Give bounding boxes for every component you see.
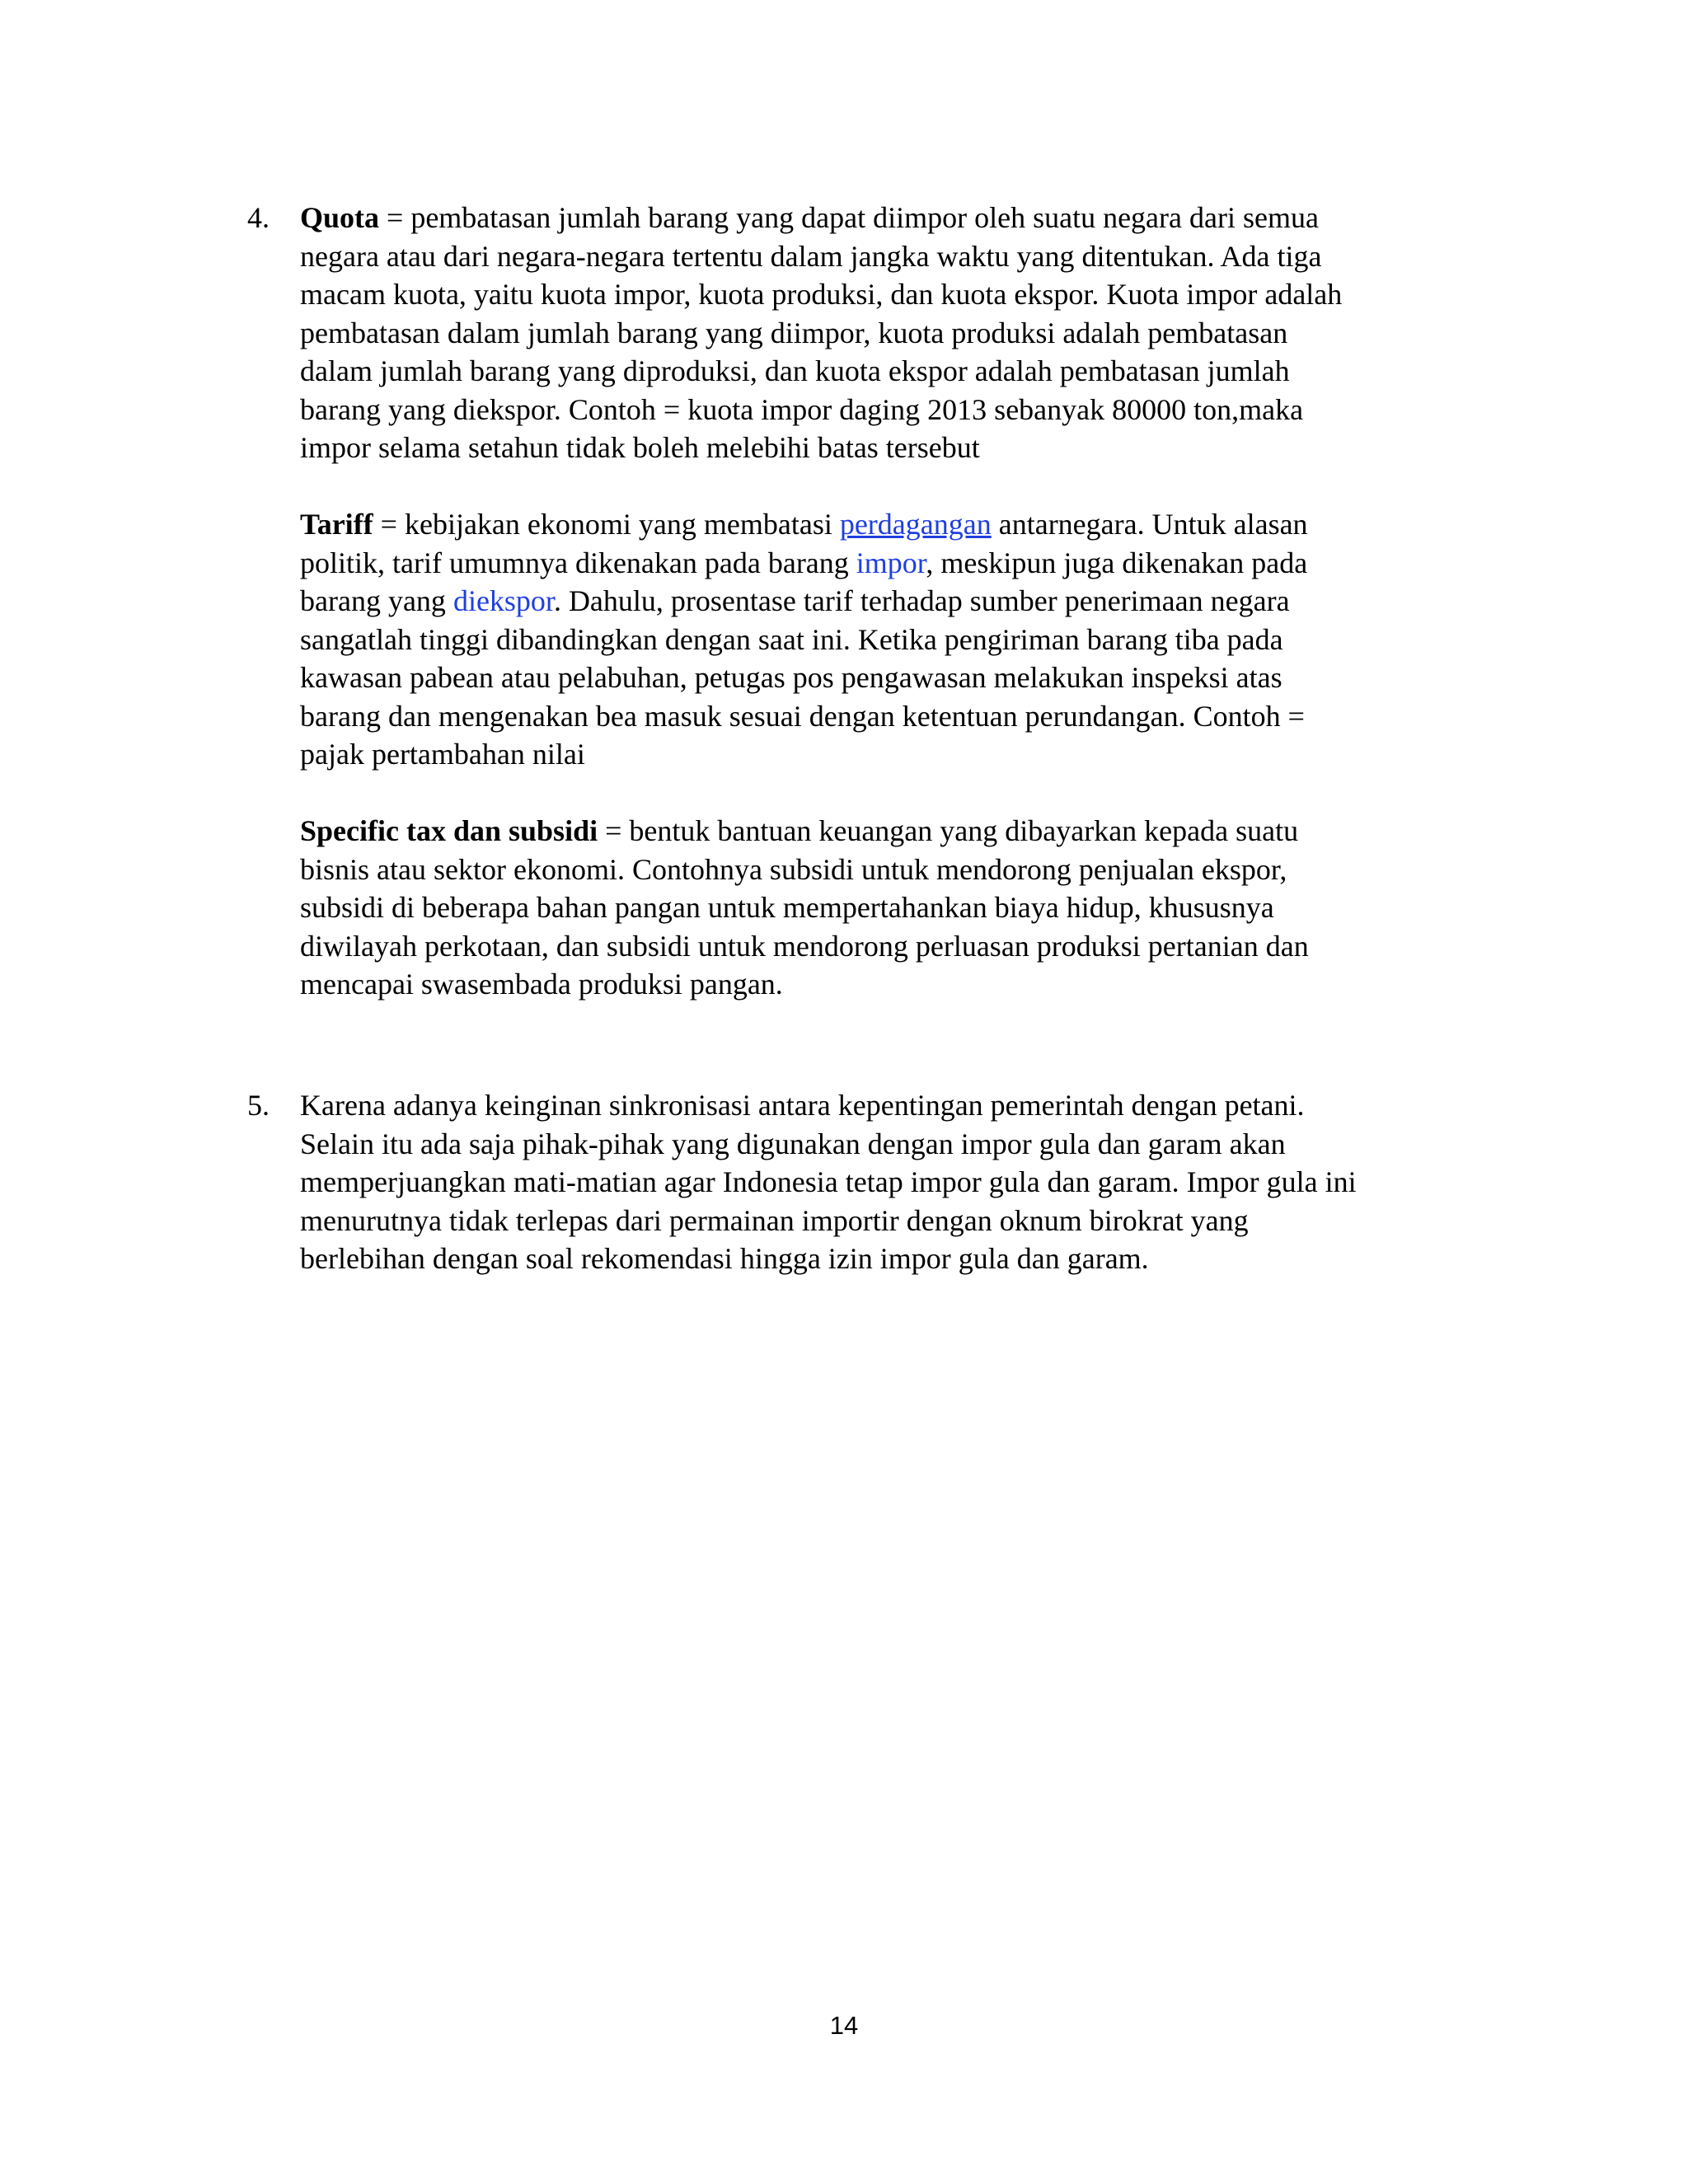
paragraph-line: mencapai swasembada produksi pangan. <box>300 968 783 1001</box>
paragraph-line: bisnis atau sektor ekonomi. Contohnya subsidi untuk mendorong penjualan ekspor, <box>300 852 1287 886</box>
paragraph-item-5 <box>300 1086 1487 1278</box>
paragraph-line: Karena adanya keinginan sinkronisasi antara kepentingan pemerintah dengan petani. <box>300 1089 1305 1122</box>
paragraph-line <box>300 505 1487 544</box>
paragraph-line: impor selama setahun tidak boleh melebihi batas tersebut <box>300 431 980 464</box>
paragraph-line: pembatasan dalam jumlah barang yang diimpor, kuota produksi adalah pembatasan <box>300 316 1288 349</box>
link-impor[interactable]: impor <box>856 546 926 579</box>
paragraph-line: barang yang diekspor. Contoh = kuota impor daging 2013 sebanyak 80000 ton,maka <box>300 392 1304 426</box>
term-specific-tax: Specific tax dan subsidi <box>300 814 598 847</box>
term-quota: Quota <box>300 201 380 234</box>
list-item-body <box>300 199 1487 1004</box>
text-run: barang yang <box>300 584 453 617</box>
paragraph-quota <box>300 199 1487 467</box>
paragraph-line <box>300 544 1487 583</box>
term-tariff: Tariff <box>300 508 373 541</box>
page-number: 14 <box>829 2011 859 2040</box>
list-item-body <box>300 1086 1487 1278</box>
link-diekspor[interactable]: diekspor <box>452 584 554 617</box>
text-run: . Dahulu, prosentase tarif terhadap sumber penerimaan negara <box>553 584 1290 617</box>
paragraph-spacer <box>300 774 1487 813</box>
paragraph-line: macam kuota, yaitu kuota impor, kuota produksi, dan kuota ekspor. Kuota impor adalah <box>300 278 1343 311</box>
paragraph-line: memperjuangkan mati-matian agar Indonesia tetap impor gula dan garam. Impor gula ini <box>300 1165 1357 1198</box>
paragraph-line <box>300 812 1487 851</box>
paragraph-line: negara atau dari negara-negara tertentu dalam jangka waktu yang ditentukan. Ada tiga <box>300 239 1322 273</box>
paragraph-line: kawasan pabean atau pelabuhan, petugas pos pengawasan melakukan inspeksi atas <box>300 661 1282 694</box>
paragraph-line: dalam jumlah barang yang diproduksi, dan kuota ekspor adalah pembatasan jumlah <box>300 354 1290 387</box>
text-run: = pembatasan jumlah barang yang dapat diimpor oleh suatu negara dari semua <box>379 201 1319 234</box>
paragraph-line: barang dan mengenakan bea masuk sesuai dengan ketentuan perundangan. Contoh = <box>300 699 1305 733</box>
text-run: , meskipun juga dikenakan pada <box>926 546 1308 579</box>
paragraph-spacer <box>300 467 1487 506</box>
paragraph-specific-tax <box>300 812 1487 1004</box>
text-run: politik, tarif umumnya dikenakan pada barang <box>300 546 856 579</box>
text-run: = kebijakan ekonomi yang membatasi <box>373 508 840 541</box>
paragraph-line: berlebihan dengan soal rekomendasi hingga izin impor gula dan garam. <box>300 1242 1149 1275</box>
paragraph-line: subsidi di beberapa bahan pangan untuk mempertahankan biaya hidup, khususnya <box>300 891 1274 924</box>
list-item-number: 4. <box>247 201 270 234</box>
list-item-number: 5. <box>247 1089 270 1122</box>
paragraph-line: menurutnya tidak terlepas dari permainan importir dengan oknum birokrat yang <box>300 1203 1249 1237</box>
link-perdagangan[interactable]: perdagangan <box>839 508 992 541</box>
paragraph-line: diwilayah perkotaan, dan subsidi untuk mendorong perluasan produksi pertanian dan <box>300 929 1309 963</box>
text-run: = bentuk bantuan keuangan yang dibayarkan kepada suatu <box>598 814 1299 847</box>
paragraph-line: Selain itu ada saja pihak-pihak yang digunakan dengan impor gula dan garam akan <box>300 1127 1286 1160</box>
paragraph-line <box>300 199 1487 237</box>
text-run: antarnegara. Untuk alasan <box>991 508 1308 541</box>
paragraph-line <box>300 582 1487 621</box>
paragraph-tariff <box>300 505 1487 774</box>
paragraph-line: sangatlah tinggi dibandingkan dengan saat ini. Ketika pengiriman barang tiba pada <box>300 622 1283 656</box>
paragraph-line: pajak pertambahan nilai <box>300 738 585 771</box>
